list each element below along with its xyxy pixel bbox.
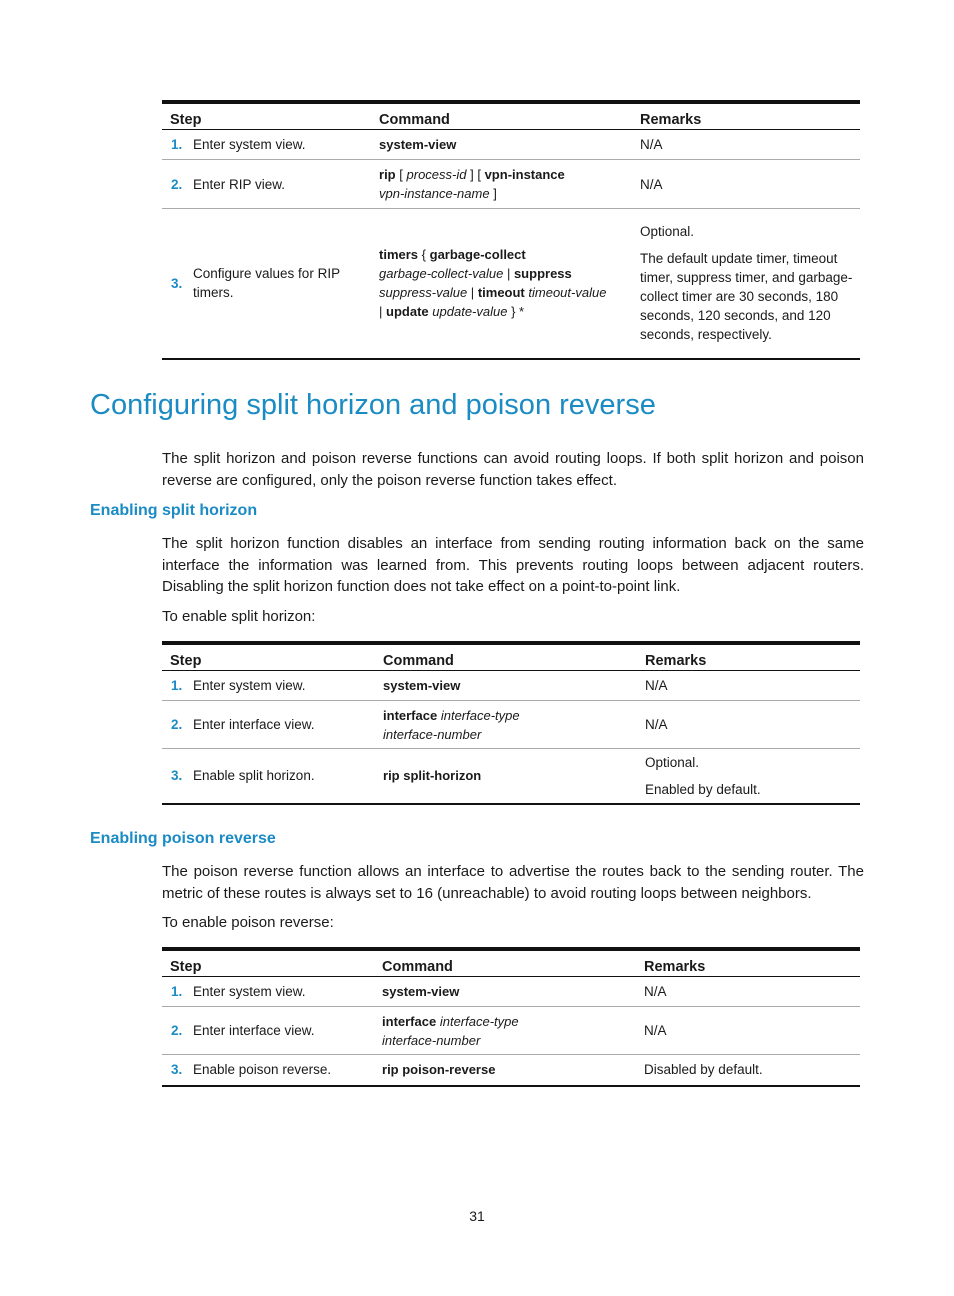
poison-reverse-body: The poison reverse function allows an interface to advertise the routes back to the sending router. The metric of these routes is always set to 16 (unreachable) to avoid routing loops between neighbors. (162, 863, 864, 902)
step-number: 3. (162, 749, 193, 804)
remarks-cell: N/A (637, 701, 860, 749)
step-number: 2. (162, 1007, 193, 1055)
step-description: Enter system view. (193, 977, 374, 1007)
header-remarks: Remarks (632, 102, 860, 130)
split-horizon-lead: To enable split horizon: (162, 608, 316, 625)
command-keyword: rip poison-reverse (382, 1062, 496, 1078)
command-cell (371, 130, 632, 160)
command-cell (374, 977, 636, 1007)
command-cell (374, 1055, 636, 1086)
step-number: 3. (162, 209, 193, 359)
table-row (162, 160, 860, 209)
section-intro: The split horizon and poison reverse functions can avoid routing loops. If both split horizon and poison reverse are configured, only the poison reverse function takes effect. (162, 450, 864, 489)
command-cell (371, 160, 632, 209)
command-argument: vpn-instance-name (379, 186, 490, 201)
command-keyword: system-view (382, 984, 460, 999)
remark-line: The default update timer, timeout timer, suppress timer, and garbage-collect timer are 30 seconds, 180 seconds, 120 seconds, and 120 seconds, respectively. (640, 251, 853, 343)
header-step: Step (162, 949, 374, 977)
remark-line: Enabled by default. (645, 781, 761, 797)
table-header-row (162, 949, 860, 977)
table-row (162, 977, 860, 1007)
header-step: Step (162, 643, 375, 671)
command-keyword: timeout (477, 285, 525, 301)
step-number: 1. (162, 671, 193, 701)
command-keyword: interface (383, 707, 438, 723)
command-keyword: timers (379, 247, 419, 263)
command-keyword: rip split-horizon (383, 768, 482, 784)
remarks-cell: N/A (632, 160, 860, 209)
poison-reverse-lead: To enable poison reverse: (162, 914, 334, 931)
command-argument: timeout-value (528, 285, 607, 301)
step-number: 2. (162, 160, 193, 209)
command-text: | (506, 266, 511, 282)
step-number: 3. (162, 1055, 193, 1086)
remark-line: Optional. (640, 224, 695, 240)
table-header-row (162, 102, 860, 130)
header-command: Command (374, 949, 636, 977)
header-step: Step (162, 102, 371, 130)
step-number: 1. (162, 130, 193, 160)
command-keyword: system-view (383, 678, 461, 693)
header-command: Command (375, 643, 637, 671)
command-text: [ (399, 167, 403, 182)
split-horizon-table (162, 641, 860, 805)
command-text: | (470, 285, 475, 301)
command-keyword: system-view (379, 137, 457, 152)
remark-line: Optional. (645, 754, 700, 770)
table-row (162, 1055, 860, 1086)
command-argument: interface-type (439, 1013, 519, 1029)
command-cell (375, 749, 637, 804)
command-argument: garbage-collect-value (379, 266, 504, 282)
command-argument: interface-type (440, 707, 520, 723)
remarks-cell: Disabled by default. (636, 1055, 860, 1086)
page-number: 31 (469, 1208, 485, 1224)
table-row (162, 1007, 860, 1055)
step-description: Enter interface view. (193, 701, 375, 749)
subsection-title-split-horizon: Enabling split horizon (90, 502, 258, 519)
command-text: ] [ (470, 167, 481, 182)
command-keyword: garbage-collect (429, 247, 526, 263)
remarks-cell: N/A (636, 1007, 860, 1055)
command-text: } * (511, 304, 525, 320)
section-title: Configuring split horizon and poison reverse (90, 389, 656, 421)
remarks-cell (632, 209, 860, 359)
command-cell (375, 671, 637, 701)
step-description: Enable split horizon. (193, 749, 375, 804)
step-description: Enable poison reverse. (193, 1055, 374, 1086)
subsection-title-poison-reverse: Enabling poison reverse (90, 830, 276, 847)
header-remarks: Remarks (636, 949, 860, 977)
command-argument: interface-number (383, 726, 482, 742)
command-argument: update-value (432, 304, 508, 320)
remarks-cell: N/A (632, 130, 860, 160)
command-cell (375, 701, 637, 749)
command-keyword: vpn-instance (484, 167, 565, 182)
command-keyword: suppress (513, 266, 572, 282)
table-row (162, 130, 860, 160)
header-remarks: Remarks (637, 643, 860, 671)
command-text: { (421, 247, 427, 263)
table-header-row (162, 643, 860, 671)
command-keyword: interface (382, 1013, 437, 1029)
step-number: 1. (162, 977, 193, 1007)
remarks-cell: N/A (636, 977, 860, 1007)
remarks-cell (637, 749, 860, 804)
split-horizon-body: The split horizon function disables an interface from sending routing information back on the same interface the information was learned from. This prevents routing loops between adjacent routers. Disabling the split horizon function does not take effect on a point-to-point link. (162, 535, 864, 595)
step-description: Enter interface view. (193, 1007, 374, 1055)
table-row (162, 749, 860, 804)
command-cell (374, 1007, 636, 1055)
command-argument: interface-number (382, 1032, 481, 1048)
command-cell (371, 209, 632, 359)
command-keyword: update (386, 304, 429, 320)
remarks-cell: N/A (637, 671, 860, 701)
header-command: Command (371, 102, 632, 130)
step-description: Enter RIP view. (193, 160, 371, 209)
table-row (162, 209, 860, 359)
command-argument: suppress-value (379, 285, 468, 301)
step-number: 2. (162, 701, 193, 749)
step-description: Configure values for RIP timers. (193, 209, 371, 359)
command-text: ] (493, 186, 497, 201)
poison-reverse-table (162, 947, 860, 1087)
table-row (162, 701, 860, 749)
command-text: | (379, 304, 383, 320)
step-description: Enter system view. (193, 130, 371, 160)
step-description: Enter system view. (193, 671, 375, 701)
rip-timers-table (162, 100, 860, 360)
command-keyword: rip (379, 167, 396, 182)
table-row (162, 671, 860, 701)
command-argument: process-id (406, 167, 467, 182)
